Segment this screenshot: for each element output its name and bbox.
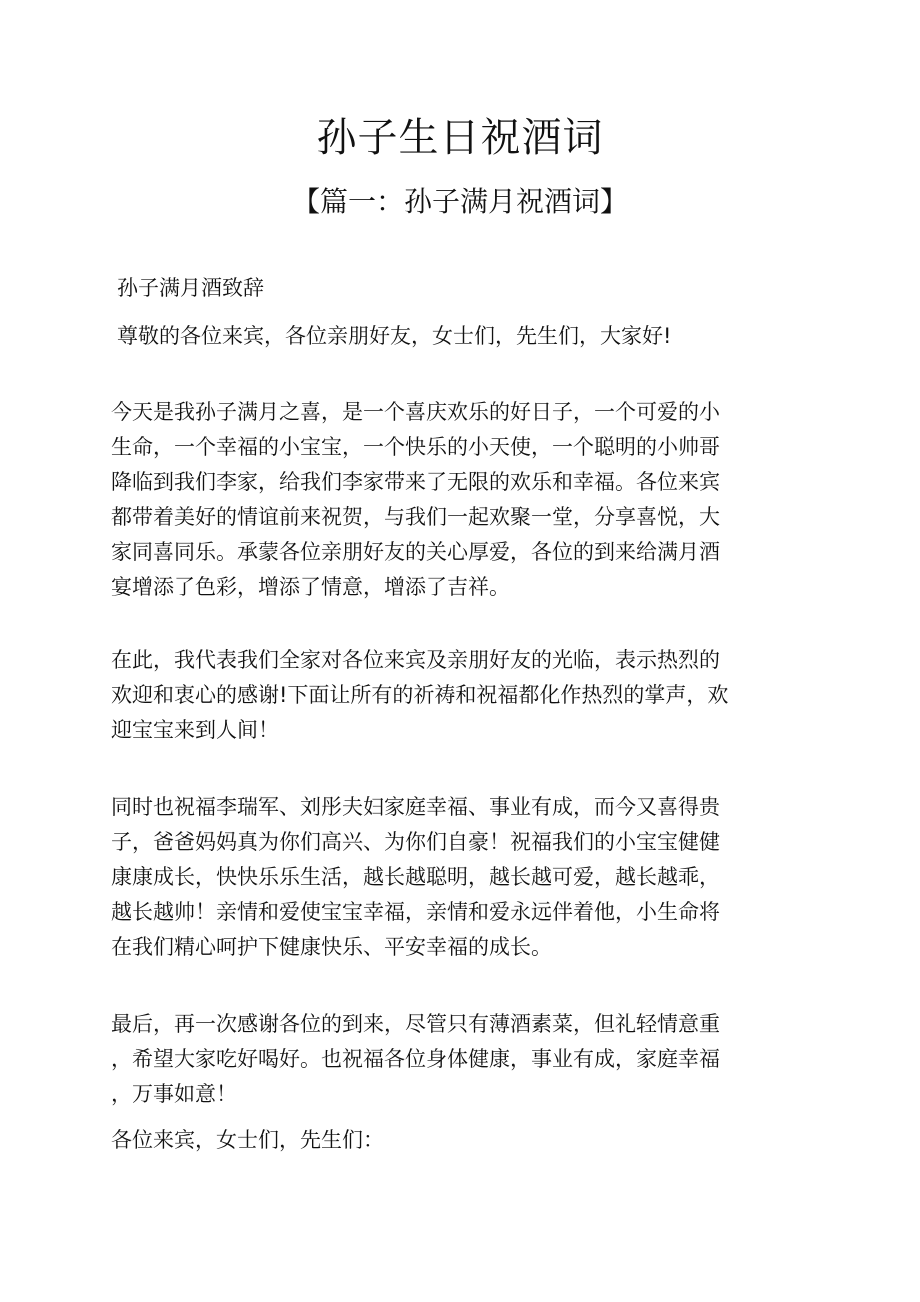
speech-heading: 孙子满月酒致辞: [117, 276, 264, 300]
document-subtitle: 【篇一：孙子满月祝酒词】: [291, 185, 628, 218]
paragraph-line: 最后，再一次感谢各位的到来，尽管只有薄酒素菜，但礼轻情意重: [111, 1012, 720, 1036]
closing-line: 各位来宾，女士们，先生们：: [111, 1128, 384, 1152]
paragraph-line: 家同喜同乐。承蒙各位亲朋好友的关心厚爱，各位的到来给满月酒: [111, 540, 720, 564]
paragraph-line: 在此，我代表我们全家对各位来宾及亲朋好友的光临，表示热烈的: [111, 648, 720, 672]
paragraph-line: 在我们精心呵护下健康快乐、平安幸福的成长。: [111, 935, 552, 959]
paragraph-line: 降临到我们李家，给我们李家带来了无限的欢乐和幸福。各位来宾: [111, 470, 720, 494]
paragraph-line: 今天是我孙子满月之喜，是一个喜庆欢乐的好日子，一个可爱的小: [111, 400, 720, 424]
paragraph-line: 子，爸爸妈妈真为你们高兴、为你们自豪！祝福我们的小宝宝健健: [111, 830, 720, 854]
paragraph-line: 同时也祝福李瑞军、刘彤夫妇家庭幸福、事业有成，而今又喜得贵: [111, 795, 720, 819]
paragraph-line: 康康成长，快快乐乐生活，越长越聪明，越长越可爱，越长越乖，: [111, 865, 720, 889]
paragraph-line: 越长越帅！亲情和爱使宝宝幸福，亲情和爱永远伴着他，小生命将: [111, 900, 720, 924]
document-title: 孙子生日祝酒词: [316, 115, 604, 161]
paragraph-line: ，万事如意！: [111, 1082, 237, 1106]
paragraph-line: 宴增添了色彩，增添了情意，增添了吉祥。: [111, 575, 510, 599]
paragraph-line: 都带着美好的情谊前来祝贺，与我们一起欢聚一堂，分享喜悦，大: [111, 505, 720, 529]
paragraph-line: 欢迎和衷心的感谢!下面让所有的祈祷和祝福都化作热烈的掌声，欢: [111, 683, 729, 707]
paragraph-line: ，希望大家吃好喝好。也祝福各位身体健康，事业有成，家庭幸福: [111, 1047, 720, 1071]
speech-greeting: 尊敬的各位来宾，各位亲朋好友，女士们，先生们，大家好!: [117, 324, 672, 348]
paragraph-line: 生命，一个幸福的小宝宝，一个快乐的小天使，一个聪明的小帅哥: [111, 435, 720, 459]
paragraph-line: 迎宝宝来到人间！: [111, 718, 279, 742]
